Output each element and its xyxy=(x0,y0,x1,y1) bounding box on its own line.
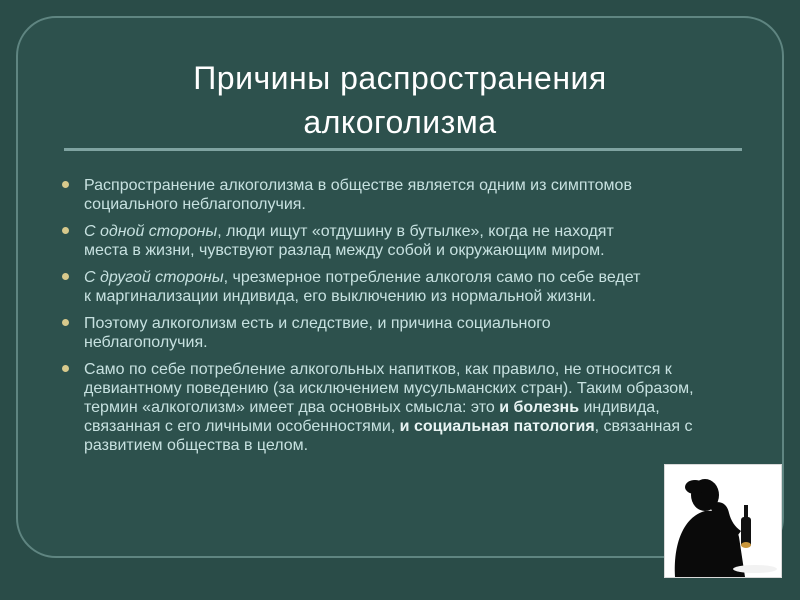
bullet-dot-icon xyxy=(62,319,69,326)
bullet-dot-icon xyxy=(62,227,69,234)
bullet-lead: С одной стороны xyxy=(84,223,218,240)
title-line-2: алкоголизма xyxy=(303,104,497,140)
bullet-item xyxy=(84,360,714,455)
bullet-text: Само по себе потребление алкогольных напитков, как правило, не относится к девиантному поведению (за исключением мусульманских стран). Таким образом, термин «алкоголизм» имеет два основных смысла: это xyxy=(84,361,694,416)
bullet-bold-text: и социальная патология xyxy=(399,418,595,435)
title-line-1: Причины распространения xyxy=(193,60,607,96)
bullet-item xyxy=(84,222,644,260)
bullet-lead: С другой стороны xyxy=(84,269,224,286)
bullet-list xyxy=(84,176,694,463)
silhouette-icon xyxy=(665,465,781,577)
bullet-text: , чрезмерное потребление алкоголя само по себе ведет к маргинализации индивида, его выключению из нормальной жизни. xyxy=(84,269,641,305)
bullet-item xyxy=(84,314,644,352)
bullet-text: , люди ищут «отдушину в бутылке», когда не находят места в жизни, чувствуют разлад между собой и окружающим миром. xyxy=(84,223,614,259)
bullet-text: , связанная с развитием общества в целом. xyxy=(84,418,693,454)
bullet-text: индивида, связанная с его личными особенностями, xyxy=(84,399,660,435)
bullet-dot-icon xyxy=(62,273,69,280)
bullet-dot-icon xyxy=(62,181,69,188)
slide-title xyxy=(60,56,740,144)
bullet-item xyxy=(84,268,644,306)
bullet-item xyxy=(84,176,644,214)
bullet-text: Поэтому алкоголизм есть и следствие, и причина социального неблагополучия. xyxy=(84,315,551,351)
silhouette-photo xyxy=(664,464,782,578)
bullet-text: Распространение алкоголизма в обществе является одним из симптомов социального неблагополучия. xyxy=(84,177,632,213)
bullet-bold-text: и болезнь xyxy=(499,399,580,416)
title-divider xyxy=(64,148,742,151)
bullet-dot-icon xyxy=(62,365,69,372)
